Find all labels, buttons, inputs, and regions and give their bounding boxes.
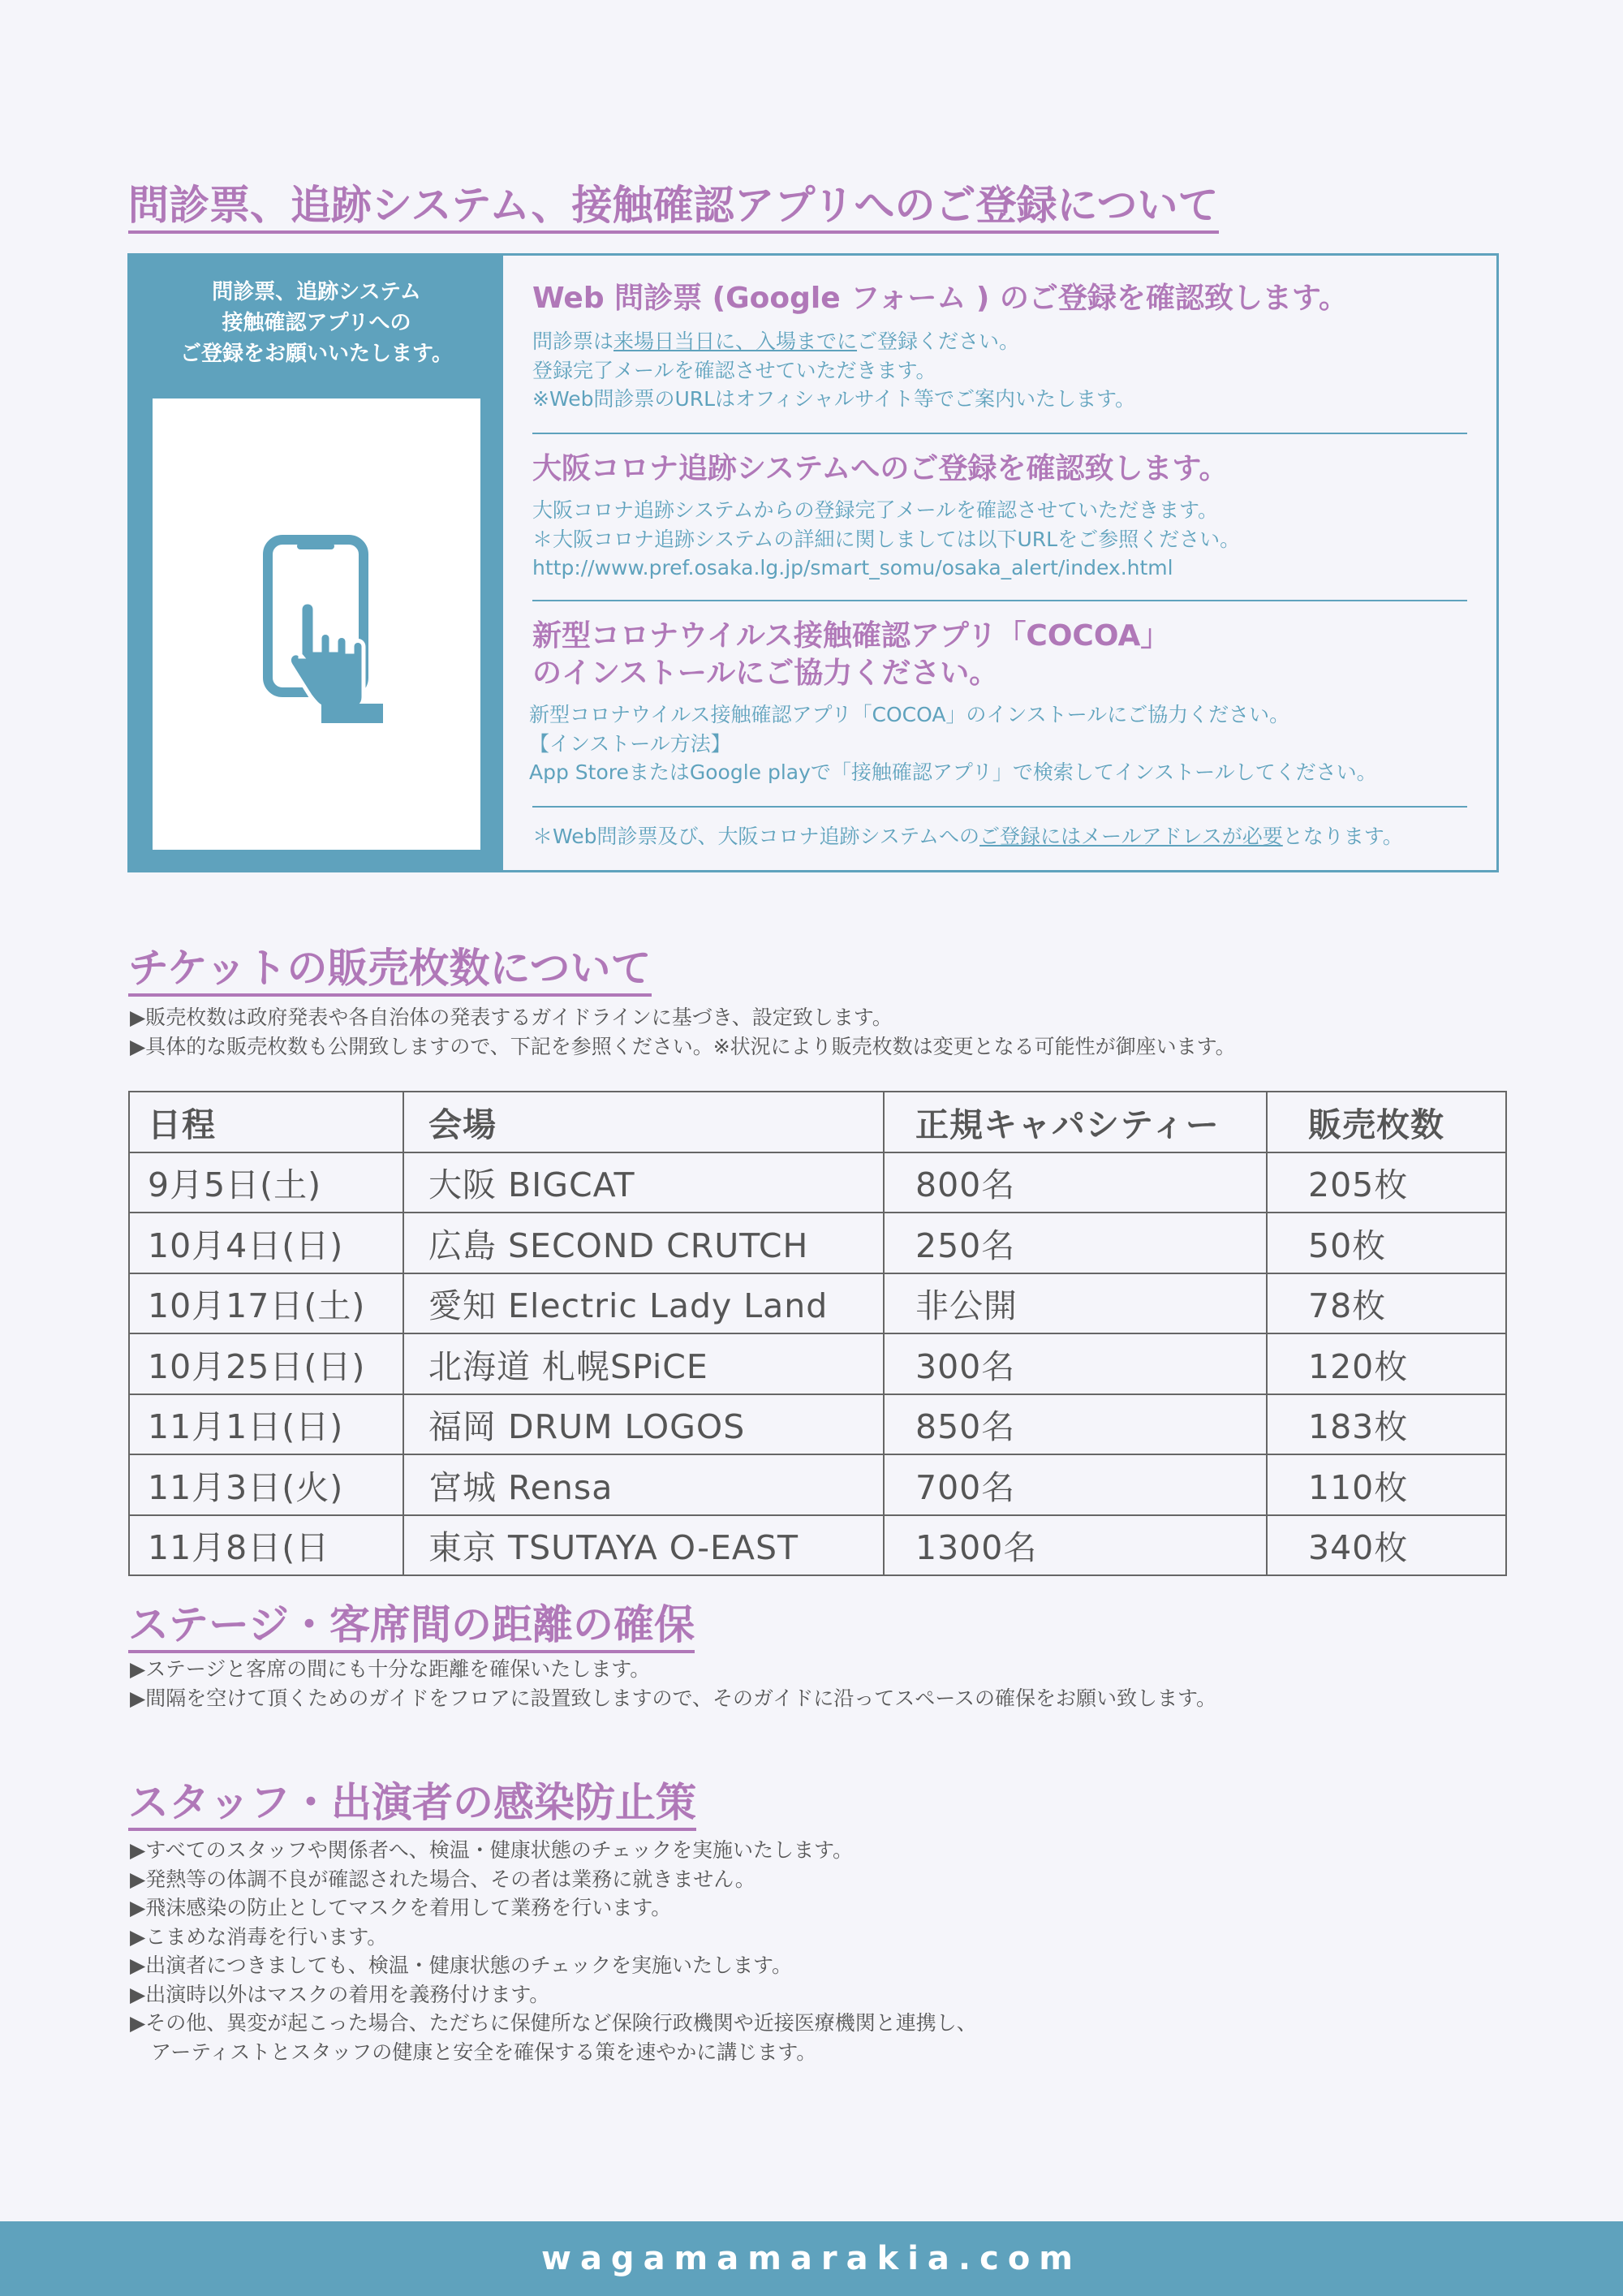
- cell-date: 9月5日(土): [129, 1152, 403, 1213]
- osaka-tracking-url[interactable]: http://www.pref.osaka.lg.jp/smart_somu/osaka_alert/index.html: [532, 556, 1173, 579]
- web-form-heading: Web 問診票 (Google フォーム ) のご登録を確認致します。: [532, 282, 1349, 315]
- table-row: [129, 1515, 1506, 1576]
- cocoa-heading: [532, 618, 1169, 692]
- table-row: [129, 1213, 1506, 1273]
- note-post: となります。: [1282, 825, 1403, 848]
- bullet-item: ▶こまめな消毒を行います。: [130, 1924, 388, 1949]
- table-row: [129, 1273, 1506, 1334]
- header-capacity: 正規キャパシティー: [884, 1092, 1267, 1152]
- cell-date: 10月17日(土): [129, 1273, 403, 1334]
- divider: [532, 433, 1467, 434]
- bullet-item: ▶発熱等の体調不良が確認された場合、その者は業務に就きません。: [130, 1867, 756, 1891]
- cell-venue: 宮城 Rensa: [403, 1454, 884, 1515]
- left-panel-line: ご登録をお願いいたします。: [180, 342, 453, 366]
- cocoa-heading-line-2: のインストールにご協力ください。: [532, 657, 999, 690]
- bullet-item: ▶飛沫感染の防止としてマスクを着用して業務を行います。: [130, 1896, 672, 1919]
- cell-sold: 110枚: [1267, 1454, 1506, 1515]
- ticket-table: [128, 1091, 1507, 1576]
- note-pre: ＊Web問診票及び、大阪コロナ追跡システムへの: [532, 825, 980, 848]
- tickets-title: チケットの販売枚数について: [128, 948, 652, 997]
- staff-title: スタッフ・出演者の感染防止策: [128, 1782, 696, 1831]
- cocoa-line-1: 新型コロナウイルス接触確認アプリ「COCOA」のインストールにご協力ください。: [529, 703, 1290, 726]
- footer-url[interactable]: wagamamarakia.com: [540, 2240, 1082, 2277]
- registration-left-panel: [130, 256, 503, 870]
- staff-bullets: [130, 1836, 977, 2066]
- tickets-bullets: [130, 1003, 1236, 1061]
- bullet-item: ▶すべてのスタッフや関係者へ、検温・健康状態のチェックを実施いたします。: [130, 1838, 853, 1862]
- cocoa-line-3: App StoreまたはGoogle playで「接触確認アプリ」で検索してインストールしてください。: [529, 760, 1377, 784]
- cell-venue: 福岡 DRUM LOGOS: [403, 1394, 884, 1455]
- osaka-tracking-line-1: 大阪コロナ追跡システムからの登録完了メールを確認させていただきます。: [532, 498, 1219, 522]
- table-row: [129, 1333, 1506, 1394]
- cell-capacity: 非公開: [884, 1273, 1267, 1334]
- distance-bullets: [130, 1655, 1216, 1712]
- cocoa-body: [529, 700, 1377, 787]
- cell-capacity: 250名: [884, 1213, 1267, 1273]
- table-row: [129, 1454, 1506, 1515]
- header-date: 日程: [129, 1092, 403, 1152]
- smartphone-tap-icon: [263, 535, 385, 730]
- registration-note: [532, 822, 1403, 851]
- cell-venue: 大阪 BIGCAT: [403, 1152, 884, 1213]
- cell-capacity: 700名: [884, 1454, 1267, 1515]
- cell-date: 11月3日(火): [129, 1454, 403, 1515]
- cell-capacity: 800名: [884, 1152, 1267, 1213]
- note-underline: ご登録にはメールアドレスが必要: [979, 825, 1283, 848]
- cell-venue: 愛知 Electric Lady Land: [403, 1273, 884, 1334]
- cell-sold: 78枚: [1267, 1273, 1506, 1334]
- bullet-item: ▶出演時以外はマスクの着用を義務付けます。: [130, 1982, 550, 2006]
- table-header-row: [129, 1092, 1506, 1152]
- web-form-line-1-post: ご登録ください。: [857, 330, 1020, 353]
- cell-venue: 北海道 札幌SPiCE: [403, 1333, 884, 1394]
- cocoa-line-2: 【インストール方法】: [529, 731, 731, 756]
- phone-card: [153, 398, 480, 850]
- table-row: [129, 1152, 1506, 1213]
- header-sold: 販売枚数: [1267, 1092, 1506, 1152]
- footer-bar: [0, 2221, 1623, 2296]
- osaka-tracking-line-2: ＊大阪コロナ追跡システムの詳細に関しましては以下URLをご参照ください。: [532, 527, 1241, 551]
- distance-title: ステージ・客席間の距離の確保: [128, 1605, 695, 1653]
- cell-sold: 340枚: [1267, 1515, 1506, 1576]
- cell-venue: 東京 TSUTAYA O-EAST: [403, 1515, 884, 1576]
- osaka-tracking-heading: 大阪コロナ追跡システムへのご登録を確認致します。: [532, 452, 1229, 485]
- web-form-body: [532, 327, 1135, 414]
- left-panel-line: 接触確認アプリへの: [222, 311, 411, 335]
- cell-venue: 広島 SECOND CRUTCH: [403, 1213, 884, 1273]
- cell-date: 11月8日(日: [129, 1515, 403, 1576]
- bullet-item: ▶販売枚数は政府発表や各自治体の発表するガイドラインに基づき、設定致します。: [130, 1006, 893, 1029]
- cell-sold: 183枚: [1267, 1394, 1506, 1455]
- web-form-line-2: 登録完了メールを確認させていただきます。: [532, 358, 936, 382]
- bullet-item: ▶その他、異変が起こった場合、ただちに保健所など保険行政機関や近接医療機関と連携し、: [130, 2011, 977, 2035]
- cell-date: 10月25日(日): [129, 1333, 403, 1394]
- web-form-line-1-underline: 来場日当日に、入場までに: [613, 330, 858, 353]
- cocoa-heading-line-1: 新型コロナウイルス接触確認アプリ「COCOA」: [532, 619, 1170, 653]
- registration-box: [127, 253, 1499, 872]
- web-form-line-1: [532, 327, 1135, 356]
- bullet-item-continuation: アーティストとスタッフの健康と安全を確保する策を速やかに講じます。: [151, 2040, 817, 2064]
- cell-sold: 50枚: [1267, 1213, 1506, 1273]
- header-venue: 会場: [403, 1092, 884, 1152]
- divider: [532, 806, 1467, 808]
- bullet-item: ▶具体的な販売枚数も公開致しますので、下記を参照ください。※状況により販売枚数は変更となる可能性が御座います。: [130, 1034, 1236, 1058]
- left-panel-line: 問診票、追跡システム: [212, 280, 421, 304]
- web-form-line-1-pre: 問診票は: [532, 330, 614, 353]
- bullet-item: ▶間隔を空けて頂くためのガイドをフロアに設置致しますので、そのガイドに沿ってスペースの確保をお願い致します。: [130, 1686, 1216, 1710]
- registration-title: 問診票、追跡システム、接触確認アプリへのご登録について: [128, 185, 1219, 234]
- cell-sold: 120枚: [1267, 1333, 1506, 1394]
- cell-capacity: 1300名: [884, 1515, 1267, 1576]
- cell-date: 10月4日(日): [129, 1213, 403, 1273]
- divider: [532, 600, 1467, 601]
- web-form-line-3: ※Web問診票のURLはオフィシャルサイト等でご案内いたします。: [532, 387, 1136, 411]
- osaka-tracking-body: [532, 496, 1240, 583]
- cell-sold: 205枚: [1267, 1152, 1506, 1213]
- cell-capacity: 300名: [884, 1333, 1267, 1394]
- cell-date: 11月1日(日): [129, 1394, 403, 1455]
- registration-left-text: [130, 277, 503, 369]
- bullet-item: ▶出演者につきましても、検温・健康状態のチェックを実施いたします。: [130, 1954, 792, 1977]
- bullet-item: ▶ステージと客席の間にも十分な距離を確保いたします。: [130, 1657, 651, 1681]
- table-row: [129, 1394, 1506, 1455]
- cell-capacity: 850名: [884, 1394, 1267, 1455]
